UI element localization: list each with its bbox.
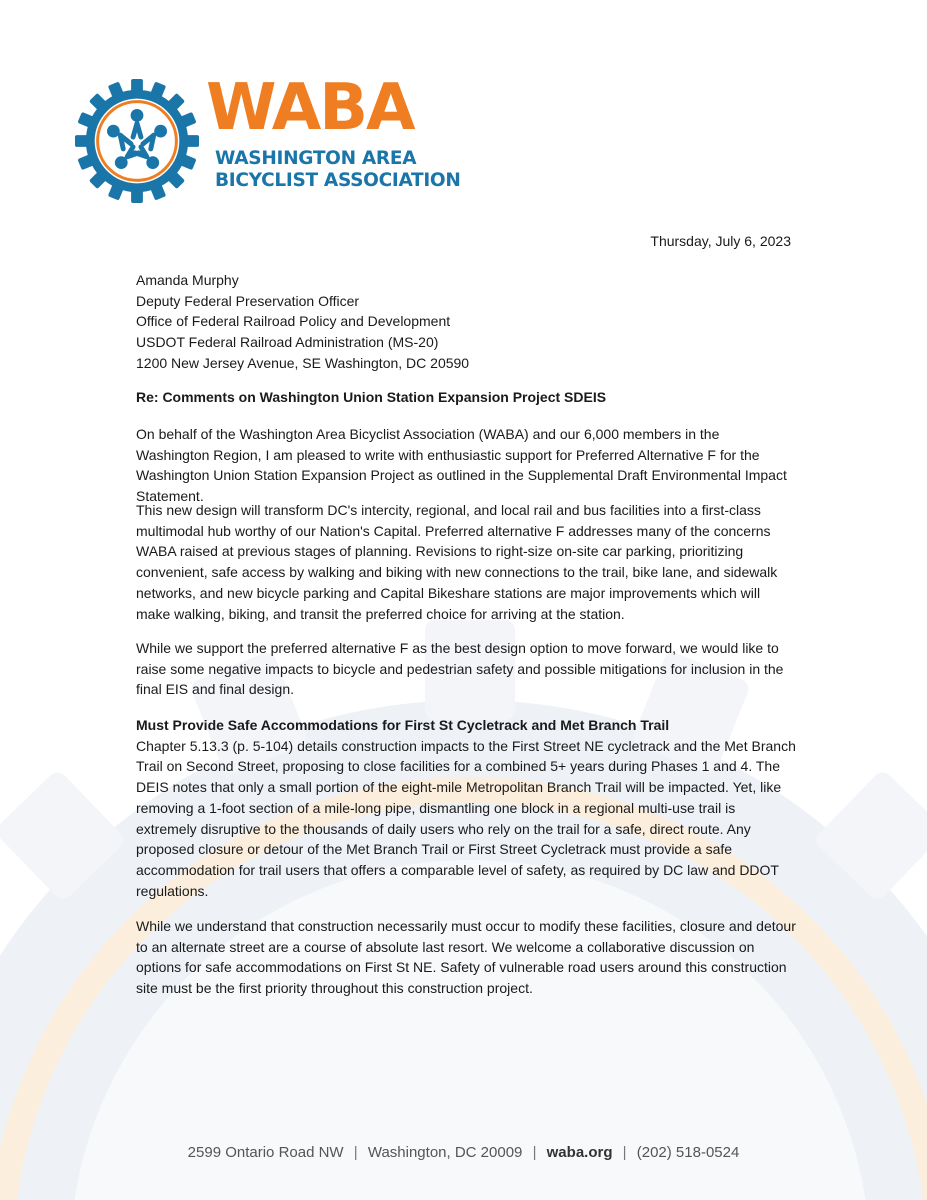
recipient-address-block [136,270,796,374]
footer-address: 2599 Ontario Road NW [187,1144,344,1161]
paragraph-concerns: While we support the preferred alternative F as the best design option to move forward, we would like to raise some negative impacts to bicycle and pedestrian safety and possible mitigations for inclusion in the final EIS and final design. [136,640,784,698]
section-cycletrack [136,715,796,901]
recipient-title: Deputy Federal Preservation Officer [136,292,360,309]
waba-logo [74,71,461,204]
recipient-office: Office of Federal Railroad Policy and Development [136,313,451,330]
footer-separator: | [622,1144,627,1161]
footer-phone: (202) 518-0524 [636,1144,740,1161]
paragraph-closing: While we understand that construction necessarily must occur to modify these facilities, closure and detour to an alternate street are a course of absolute last resort. We welcome a collaborative discussion on options for safe accommodations on First St NE. Safety of vulnerable road users around this construction site must be the first priority throughout this construction project. [136,918,796,997]
logo-line-1: WASHINGTON AREA [215,148,417,169]
subject-line: Re: Comments on Washington Union Station Expansion Project SDEIS [136,389,607,405]
letterhead-footer [0,1144,927,1161]
paragraph-intro: On behalf of the Washington Area Bicyclist Association (WABA) and our 6,000 members in the Washington Region, I am pleased to write with enthusiastic support for Preferred Alternative F for the Washington Union Station Expansion Project as outlined in the Supplemental Draft Environmental Impact Statement. [136,426,787,505]
footer-separator: | [353,1144,358,1161]
logo-line-2: BICYCLIST ASSOCIATION [215,170,461,191]
logo-wordmark: WABA [206,71,414,145]
footer-website-link[interactable]: waba.org [546,1144,613,1161]
recipient-agency: USDOT Federal Railroad Administration (MS-20) [136,334,439,351]
recipient-name: Amanda Murphy [136,272,239,288]
recipient-street-address: 1200 New Jersey Avenue, SE Washington, DC 20590 [136,354,470,371]
section-heading: Must Provide Safe Accommodations for First St Cycletrack and Met Branch Trail [136,717,670,733]
footer-city: Washington, DC 20009 [367,1144,523,1161]
letter-date: Thursday, July 6, 2023 [650,233,791,249]
section-body: Chapter 5.13.3 (p. 5-104) details construction impacts to the First Street NE cycletrack and the Met Branch Trail on Second Street, proposing to close facilities for a combined 5+ years during Phases 1 and 4. The DEIS notes that only a small portion of the eight-mile Metropolitan Branch Trail will be impacted. Yet, like removing a 1-foot section of a mile-long pipe, dismantling one block in a regional multi-use trail is extremely disruptive to the thousands of daily users who rely on the trail for a safe, direct route. Any proposed closure or detour of the Met Branch Trail or First Street Cycletrack must provide a safe accommodation for trail users that offers a comparable level of safety, as required by DC law and DDOT regulations. [136,737,796,899]
gear-bicyclists-logo-icon [74,78,200,204]
footer-separator: | [532,1144,537,1161]
paragraph-design: This new design will transform DC's intercity, regional, and local rail and bus facilities into a first-class multimodal hub worthy of our Nation's Capital. Preferred alternative F addresses many of the concerns WABA raised at previous stages of planning. Revisions to right-size on-site car parking, prioritizing convenient, safe access by walking and biking with new connections to the trail, bike lane, and sidewalk networks, and new bicycle parking and Capital Bikeshare stations are major improvements which will make walking, biking, and transit the preferred choice for arriving at the station. [136,502,778,622]
